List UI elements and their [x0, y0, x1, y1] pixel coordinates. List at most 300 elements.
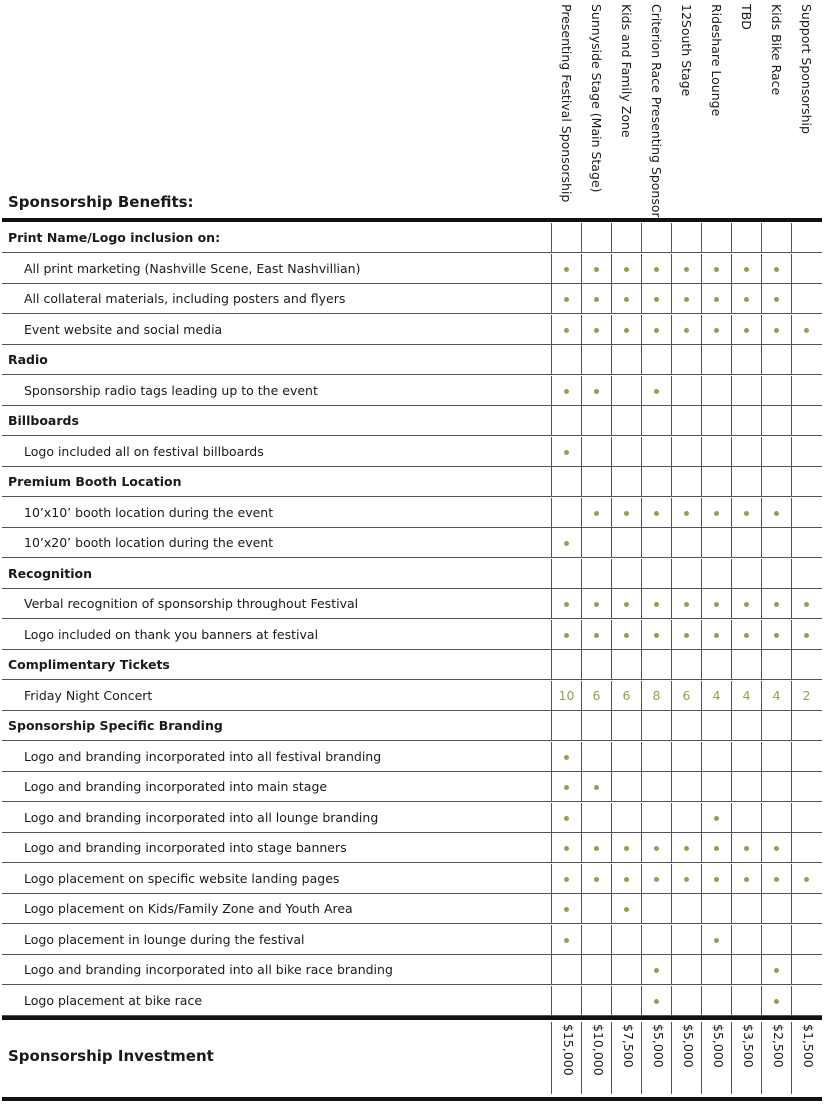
benefit-cell [701, 650, 731, 679]
included-dot-icon [564, 328, 569, 333]
benefit-cell [701, 559, 731, 588]
benefit-cell [641, 498, 671, 527]
benefit-cell [791, 589, 821, 618]
benefit-cell [671, 803, 701, 832]
benefit-cell [581, 284, 611, 313]
included-dot-icon [594, 633, 599, 638]
benefit-cell [641, 589, 671, 618]
column-header-label: Kids and Family Zone [619, 4, 634, 138]
section-label: Print Name/Logo inclusion on: [8, 230, 221, 245]
benefit-label: Logo placement at bike race [24, 992, 203, 1008]
included-dot-icon [564, 755, 569, 760]
benefit-cell [761, 864, 791, 893]
benefit-cell [791, 528, 821, 557]
benefit-cell [611, 406, 641, 435]
benefit-label: Logo and branding incorporated into all lounge branding [24, 809, 379, 825]
benefit-cell [701, 406, 731, 435]
included-dot-icon [714, 633, 719, 638]
benefit-cell [671, 650, 701, 679]
column-header [551, 0, 581, 216]
benefit-cell [791, 467, 821, 496]
table-row [2, 315, 822, 345]
benefit-cell: 2 [791, 681, 821, 710]
included-dot-icon [714, 511, 719, 516]
benefit-label: Logo included all on festival billboards [24, 443, 264, 459]
included-dot-icon [594, 328, 599, 333]
benefit-cell [641, 254, 671, 283]
benefit-cell [761, 833, 791, 862]
benefit-cell [581, 833, 611, 862]
included-dot-icon [714, 297, 719, 302]
benefit-cell [731, 803, 761, 832]
benefit-cell [731, 772, 761, 801]
benefit-cell [671, 955, 701, 984]
included-dot-icon [594, 511, 599, 516]
benefit-cell [641, 467, 671, 496]
benefit-cell [791, 650, 821, 679]
benefit-cell [671, 772, 701, 801]
top-rule [2, 218, 822, 222]
section-row [2, 406, 822, 436]
benefit-cell [611, 315, 641, 344]
benefit-cell [581, 650, 611, 679]
benefit-label: Logo placement on Kids/Family Zone and Youth Area [24, 901, 353, 916]
benefit-cell [761, 925, 791, 954]
benefit-cell [701, 254, 731, 283]
benefit-cell [671, 467, 701, 496]
included-dot-icon [714, 877, 719, 882]
included-dot-icon [684, 633, 689, 638]
benefit-cell [731, 650, 761, 679]
benefit-cell [671, 589, 701, 618]
section-label: Sponsorship Specific Branding [8, 718, 223, 733]
benefit-cell [731, 223, 761, 252]
benefit-cell [551, 589, 581, 618]
benefit-cell [581, 711, 611, 740]
benefit-cell [611, 254, 641, 283]
benefit-cell: 4 [731, 681, 761, 710]
benefit-cell [701, 528, 731, 557]
included-dot-icon [684, 511, 689, 516]
included-dot-icon [564, 297, 569, 302]
benefit-cell [701, 833, 731, 862]
benefit-cell [581, 742, 611, 771]
benefit-cell [701, 620, 731, 649]
investment-title: Sponsorship Investment [8, 1047, 214, 1065]
column-header-label: Rideshare Lounge [709, 4, 724, 117]
benefit-label: All collateral materials, including posters and flyers [24, 291, 346, 306]
benefit-cell [671, 254, 701, 283]
benefit-cell [761, 528, 791, 557]
benefit-cell [671, 223, 701, 252]
table-row [2, 498, 822, 528]
benefit-cell [641, 284, 671, 313]
section-label: Radio [8, 352, 48, 367]
included-dot-icon [594, 389, 599, 394]
benefit-cell [671, 864, 701, 893]
price-label: $5,000 [711, 1024, 726, 1068]
benefit-cell [641, 772, 671, 801]
benefit-cell [581, 376, 611, 405]
benefit-cell [611, 833, 641, 862]
benefit-cell [611, 742, 641, 771]
benefit-cell [791, 772, 821, 801]
benefit-label: Logo and branding incorporated into main stage [24, 779, 328, 794]
price-label: $5,000 [681, 1024, 696, 1068]
benefit-cell [641, 986, 671, 1015]
included-dot-icon [774, 602, 779, 607]
benefit-cell [581, 406, 611, 435]
benefit-cell [671, 406, 701, 435]
table-row [2, 376, 822, 406]
benefit-label: Sponsorship radio tags leading up to the event [24, 382, 318, 398]
benefit-cell [551, 833, 581, 862]
section-label: Complimentary Tickets [8, 657, 170, 672]
benefit-label: Logo placement in lounge during the festival [24, 931, 305, 947]
benefit-cell [701, 711, 731, 740]
benefit-cell [791, 742, 821, 771]
benefit-cell [551, 894, 581, 923]
included-dot-icon [714, 938, 719, 943]
benefit-cell [641, 223, 671, 252]
benefit-cell [551, 223, 581, 252]
benefit-cell [611, 498, 641, 527]
included-dot-icon [594, 846, 599, 851]
benefit-cell [581, 467, 611, 496]
benefit-cell [641, 864, 671, 893]
included-dot-icon [654, 846, 659, 851]
benefit-cell [731, 894, 761, 923]
column-header [701, 0, 731, 216]
benefit-cell [641, 650, 671, 679]
benefit-label: Logo and branding incorporated into all festival branding [24, 748, 382, 764]
table-row [2, 772, 822, 802]
included-dot-icon [774, 633, 779, 638]
included-dot-icon [564, 785, 569, 790]
benefit-cell [551, 284, 581, 313]
included-dot-icon [654, 328, 659, 333]
benefit-cell [701, 894, 731, 923]
benefit-cell [611, 894, 641, 923]
included-dot-icon [624, 511, 629, 516]
price-cell [791, 1022, 821, 1094]
benefit-cell [731, 467, 761, 496]
included-dot-icon [744, 328, 749, 333]
included-dot-icon [774, 511, 779, 516]
benefit-cell [791, 986, 821, 1015]
benefit-cell [671, 315, 701, 344]
benefit-cell [731, 437, 761, 466]
benefit-cell [671, 986, 701, 1015]
benefit-cell [701, 772, 731, 801]
benefit-cell [791, 345, 821, 374]
benefit-cell: 6 [611, 681, 641, 710]
benefit-cell [761, 315, 791, 344]
benefit-cell [551, 620, 581, 649]
benefit-cell [731, 345, 761, 374]
included-dot-icon [684, 328, 689, 333]
benefit-cell [731, 528, 761, 557]
benefit-cell [611, 376, 641, 405]
table-row [2, 437, 822, 467]
column-header [671, 0, 701, 216]
benefit-label: Logo and branding incorporated into all bike race branding [24, 962, 393, 977]
price-label: $3,500 [741, 1024, 756, 1068]
table-row [2, 284, 822, 314]
included-dot-icon [594, 877, 599, 882]
included-dot-icon [654, 511, 659, 516]
benefit-cell [551, 376, 581, 405]
benefit-cell [731, 742, 761, 771]
benefit-cell [641, 376, 671, 405]
included-dot-icon [744, 602, 749, 607]
benefit-cell [791, 376, 821, 405]
included-dot-icon [684, 267, 689, 272]
column-header-label: Sunnyside Stage (Main Stage) [589, 4, 604, 193]
benefit-cell [761, 986, 791, 1015]
benefit-cell [611, 803, 641, 832]
benefit-cell [671, 925, 701, 954]
table-row [2, 986, 822, 1016]
included-dot-icon [594, 297, 599, 302]
benefit-cell [791, 315, 821, 344]
benefit-cell [731, 986, 761, 1015]
benefit-cell [761, 894, 791, 923]
column-header-label: TBD [739, 4, 754, 30]
benefit-cell [791, 711, 821, 740]
benefit-cell: 6 [581, 681, 611, 710]
benefit-cell [641, 711, 671, 740]
benefit-cell [641, 955, 671, 984]
benefit-label: Logo included on thank you banners at festival [24, 626, 319, 642]
included-dot-icon [654, 267, 659, 272]
benefit-cell [791, 559, 821, 588]
benefit-cell [701, 498, 731, 527]
benefit-cell [551, 864, 581, 893]
benefit-cell [581, 894, 611, 923]
price-cell [641, 1022, 671, 1094]
included-dot-icon [714, 602, 719, 607]
benefit-cell [761, 559, 791, 588]
benefit-cell [611, 223, 641, 252]
included-dot-icon [624, 907, 629, 912]
benefit-cell [761, 467, 791, 496]
benefit-cell [671, 528, 701, 557]
included-dot-icon [744, 633, 749, 638]
benefit-cell [671, 498, 701, 527]
benefit-cell [791, 864, 821, 893]
benefit-cell [761, 589, 791, 618]
included-dot-icon [624, 297, 629, 302]
benefit-cell [551, 528, 581, 557]
included-dot-icon [744, 297, 749, 302]
column-header-label: Presenting Festival Sponsorship [559, 4, 574, 203]
section-label: Recognition [8, 565, 92, 581]
table-row [2, 742, 822, 772]
included-dot-icon [744, 267, 749, 272]
price-cell [761, 1022, 791, 1094]
benefit-cell [641, 528, 671, 557]
benefit-cell [611, 589, 641, 618]
included-dot-icon [654, 602, 659, 607]
benefit-cell [731, 498, 761, 527]
benefit-cell [761, 376, 791, 405]
benefit-cell [671, 711, 701, 740]
benefit-cell [551, 772, 581, 801]
benefit-label: 10’x10’ booth location during the event [24, 504, 274, 520]
benefit-cell [761, 742, 791, 771]
included-dot-icon [774, 328, 779, 333]
included-dot-icon [594, 785, 599, 790]
table-row [2, 589, 822, 619]
benefit-cell [701, 986, 731, 1015]
benefit-cell [731, 376, 761, 405]
section-row [2, 711, 822, 741]
benefit-cell [551, 742, 581, 771]
column-header-label: 12South Stage [679, 4, 694, 97]
benefit-cell [581, 528, 611, 557]
benefits-title: Sponsorship Benefits: [8, 193, 194, 211]
benefit-cell [641, 894, 671, 923]
benefit-cell [611, 345, 641, 374]
benefit-cell [581, 986, 611, 1015]
benefit-cell [731, 620, 761, 649]
price-label: $7,500 [621, 1024, 636, 1068]
benefit-cell [671, 376, 701, 405]
included-dot-icon [684, 846, 689, 851]
included-dot-icon [654, 877, 659, 882]
included-dot-icon [684, 602, 689, 607]
section-row [2, 559, 822, 589]
benefit-cell [701, 925, 731, 954]
benefit-cell [611, 620, 641, 649]
benefit-cell [611, 864, 641, 893]
column-header [581, 0, 611, 216]
benefit-cell [761, 437, 791, 466]
included-dot-icon [624, 633, 629, 638]
benefit-label: Logo placement on specific website landing pages [24, 870, 340, 886]
bottom-rule-upper [2, 1016, 822, 1020]
included-dot-icon [654, 389, 659, 394]
benefit-cell [641, 315, 671, 344]
benefit-cell [611, 650, 641, 679]
included-dot-icon [654, 999, 659, 1004]
included-dot-icon [564, 450, 569, 455]
benefit-cell [701, 742, 731, 771]
benefit-cell [761, 498, 791, 527]
benefit-cell [671, 345, 701, 374]
benefit-cell [791, 894, 821, 923]
included-dot-icon [804, 877, 809, 882]
benefit-cell [641, 406, 671, 435]
benefit-cell [551, 437, 581, 466]
benefit-cell [671, 559, 701, 588]
benefit-cell [581, 223, 611, 252]
benefit-cell [581, 315, 611, 344]
benefit-cell [701, 376, 731, 405]
benefit-cell: 4 [701, 681, 731, 710]
benefit-label: Friday Night Concert [24, 687, 153, 703]
benefit-cell [581, 864, 611, 893]
benefit-cell [581, 955, 611, 984]
benefit-cell: 10 [551, 681, 581, 710]
included-dot-icon [564, 816, 569, 821]
benefit-cell [701, 955, 731, 984]
column-header [791, 0, 821, 216]
benefit-cell [581, 437, 611, 466]
section-row [2, 345, 822, 375]
benefit-cell [701, 284, 731, 313]
benefit-cell [791, 955, 821, 984]
benefit-cell [551, 650, 581, 679]
included-dot-icon [624, 267, 629, 272]
table-row [2, 528, 822, 558]
table-row [2, 681, 822, 711]
included-dot-icon [564, 907, 569, 912]
benefit-cell [761, 223, 791, 252]
benefit-cell [641, 437, 671, 466]
benefit-cell [611, 955, 641, 984]
benefit-cell [701, 223, 731, 252]
included-dot-icon [744, 877, 749, 882]
benefit-cell [641, 742, 671, 771]
benefit-cell [551, 315, 581, 344]
benefit-cell [671, 894, 701, 923]
section-row [2, 223, 822, 253]
price-cell [551, 1022, 581, 1094]
benefit-cell [671, 620, 701, 649]
benefit-cell [611, 437, 641, 466]
included-dot-icon [714, 267, 719, 272]
benefit-cell [641, 925, 671, 954]
included-dot-icon [804, 602, 809, 607]
benefit-cell [551, 498, 581, 527]
bottom-rule-lower [2, 1097, 822, 1101]
benefit-label: Logo and branding incorporated into stage banners [24, 840, 347, 855]
benefit-cell [731, 864, 761, 893]
included-dot-icon [714, 328, 719, 333]
benefit-cell [551, 406, 581, 435]
benefit-cell [791, 803, 821, 832]
benefit-cell [671, 437, 701, 466]
benefit-cell [581, 772, 611, 801]
included-dot-icon [684, 877, 689, 882]
table-row [2, 864, 822, 894]
benefit-cell [731, 315, 761, 344]
included-dot-icon [564, 389, 569, 394]
benefit-cell [581, 620, 611, 649]
benefit-cell [611, 711, 641, 740]
benefit-cell [791, 223, 821, 252]
benefit-cell [611, 467, 641, 496]
included-dot-icon [774, 267, 779, 272]
section-label: Billboards [8, 413, 79, 428]
benefit-cell [641, 559, 671, 588]
section-row [2, 650, 822, 680]
benefit-cell [761, 620, 791, 649]
benefit-cell [671, 284, 701, 313]
benefit-cell [671, 742, 701, 771]
included-dot-icon [564, 633, 569, 638]
table-row [2, 894, 822, 924]
included-dot-icon [714, 816, 719, 821]
benefit-cell [731, 559, 761, 588]
benefit-cell [581, 589, 611, 618]
benefit-cell [551, 986, 581, 1015]
benefit-cell [791, 406, 821, 435]
benefit-cell: 4 [761, 681, 791, 710]
included-dot-icon [564, 846, 569, 851]
